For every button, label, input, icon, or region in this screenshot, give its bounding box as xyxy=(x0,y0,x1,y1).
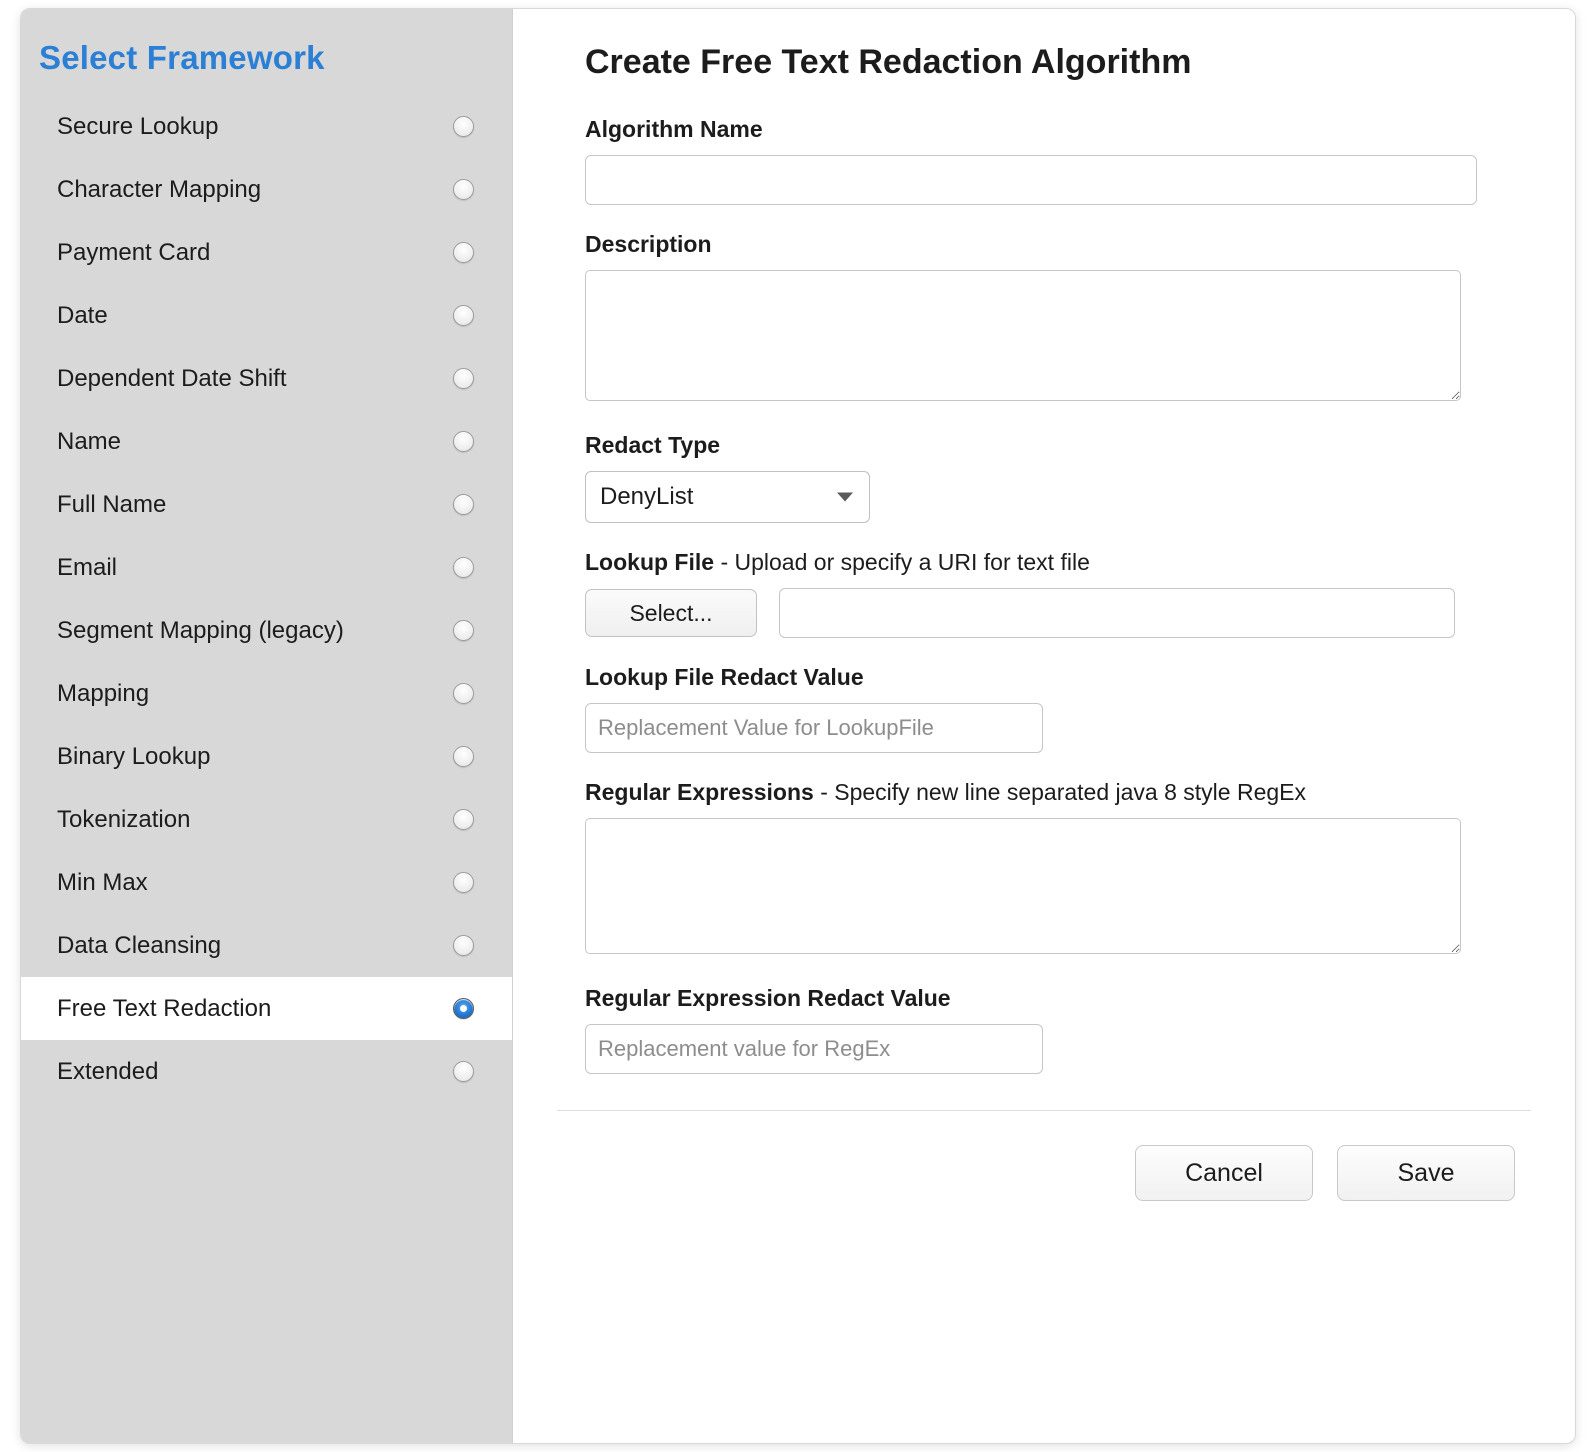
framework-sidebar xyxy=(21,9,513,1443)
sidebar-item-date[interactable] xyxy=(21,284,512,347)
sidebar-item-label: Tokenization xyxy=(57,805,191,833)
radio-icon[interactable] xyxy=(453,116,474,137)
sidebar-item-extended[interactable] xyxy=(21,1040,512,1103)
save-button[interactable]: Save xyxy=(1337,1145,1515,1201)
lookup-file-row xyxy=(585,588,1531,638)
radio-icon[interactable] xyxy=(453,620,474,641)
chevron-down-icon[interactable] xyxy=(837,493,853,502)
sidebar-item-label: Mapping xyxy=(57,679,150,707)
radio-icon[interactable] xyxy=(453,557,474,578)
radio-icon[interactable] xyxy=(453,242,474,263)
regular-expressions-textarea[interactable] xyxy=(585,818,1461,954)
radio-icon[interactable] xyxy=(453,935,474,956)
radio-icon[interactable] xyxy=(453,872,474,893)
radio-icon[interactable] xyxy=(453,683,474,704)
redact-type-label: Redact Type xyxy=(585,432,721,458)
sidebar-item-email[interactable] xyxy=(21,536,512,599)
sidebar-item-data-cleansing[interactable] xyxy=(21,914,512,977)
radio-icon[interactable] xyxy=(453,809,474,830)
sidebar-item-label: Secure Lookup xyxy=(57,112,219,140)
sidebar-item-label: Data Cleansing xyxy=(57,931,222,959)
radio-icon[interactable] xyxy=(453,746,474,767)
radio-icon[interactable] xyxy=(453,305,474,326)
sidebar-item-payment-card[interactable] xyxy=(21,221,512,284)
radio-icon[interactable] xyxy=(453,494,474,515)
field-regular-expressions xyxy=(585,779,1531,959)
field-regex-redact-value xyxy=(585,985,1531,1074)
cancel-button[interactable]: Cancel xyxy=(1135,1145,1313,1201)
sidebar-item-free-text-redaction[interactable] xyxy=(21,977,512,1040)
sidebar-item-label: Dependent Date Shift xyxy=(57,364,287,392)
lookup-file-path-input[interactable] xyxy=(779,588,1455,638)
framework-list xyxy=(21,95,512,1103)
sidebar-item-label: Free Text Redaction xyxy=(57,994,272,1022)
field-lookup-file-redact-value xyxy=(585,664,1531,753)
radio-icon[interactable] xyxy=(453,431,474,452)
regular-expressions-label xyxy=(585,779,1531,806)
lookup-file-redact-value-label: Lookup File Redact Value xyxy=(585,664,864,690)
sidebar-item-label: Name xyxy=(57,427,122,455)
regex-redact-value-input[interactable] xyxy=(585,1024,1043,1074)
sidebar-item-label: Character Mapping xyxy=(57,175,262,203)
sidebar-item-label: Min Max xyxy=(57,868,148,896)
algorithm-name-input[interactable] xyxy=(585,155,1477,205)
lookup-file-hint: - Upload or specify a URI for text file xyxy=(714,549,1090,575)
algorithm-form-panel xyxy=(513,9,1575,1443)
field-redact-type xyxy=(585,432,1531,523)
sidebar-title: Select Framework xyxy=(39,39,325,76)
sidebar-item-tokenization[interactable] xyxy=(21,788,512,851)
sidebar-item-full-name[interactable] xyxy=(21,473,512,536)
lookup-file-redact-value-input[interactable] xyxy=(585,703,1043,753)
sidebar-item-segment-mapping-legacy[interactable] xyxy=(21,599,512,662)
sidebar-item-label: Payment Card xyxy=(57,238,211,266)
sidebar-item-label: Extended xyxy=(57,1057,159,1085)
lookup-file-label-text: Lookup File xyxy=(585,549,715,575)
radio-icon-selected[interactable] xyxy=(453,998,474,1019)
regular-expressions-hint: - Specify new line separated java 8 style RegEx xyxy=(813,779,1307,805)
select-file-button[interactable]: Select... xyxy=(585,589,757,637)
regular-expressions-label-text: Regular Expressions xyxy=(585,779,814,805)
radio-icon[interactable] xyxy=(453,368,474,389)
sidebar-item-label: Email xyxy=(57,553,118,581)
redact-type-select-wrap xyxy=(585,471,870,523)
sidebar-item-label: Binary Lookup xyxy=(57,742,211,770)
sidebar-item-min-max[interactable] xyxy=(21,851,512,914)
description-label: Description xyxy=(585,231,712,257)
dialog-footer xyxy=(557,1111,1531,1201)
create-algorithm-dialog xyxy=(20,8,1576,1444)
sidebar-item-label: Full Name xyxy=(57,490,167,518)
regex-redact-value-label: Regular Expression Redact Value xyxy=(585,985,951,1011)
lookup-file-label xyxy=(585,549,1531,576)
sidebar-item-label: Segment Mapping (legacy) xyxy=(57,616,344,644)
sidebar-item-label: Date xyxy=(57,301,108,329)
page-title: Create Free Text Redaction Algorithm xyxy=(585,43,1192,81)
radio-icon[interactable] xyxy=(453,179,474,200)
field-description xyxy=(585,231,1531,406)
sidebar-item-dependent-date-shift[interactable] xyxy=(21,347,512,410)
field-lookup-file xyxy=(585,549,1531,638)
field-algorithm-name xyxy=(585,116,1531,205)
sidebar-item-binary-lookup[interactable] xyxy=(21,725,512,788)
sidebar-item-character-mapping[interactable] xyxy=(21,158,512,221)
redact-type-select[interactable] xyxy=(585,471,870,523)
description-textarea[interactable] xyxy=(585,270,1461,401)
radio-icon[interactable] xyxy=(453,1061,474,1082)
redact-type-value: DenyList xyxy=(600,483,694,510)
sidebar-item-mapping[interactable] xyxy=(21,662,512,725)
algorithm-name-label: Algorithm Name xyxy=(585,116,763,142)
sidebar-item-secure-lookup[interactable] xyxy=(21,95,512,158)
sidebar-item-name[interactable] xyxy=(21,410,512,473)
